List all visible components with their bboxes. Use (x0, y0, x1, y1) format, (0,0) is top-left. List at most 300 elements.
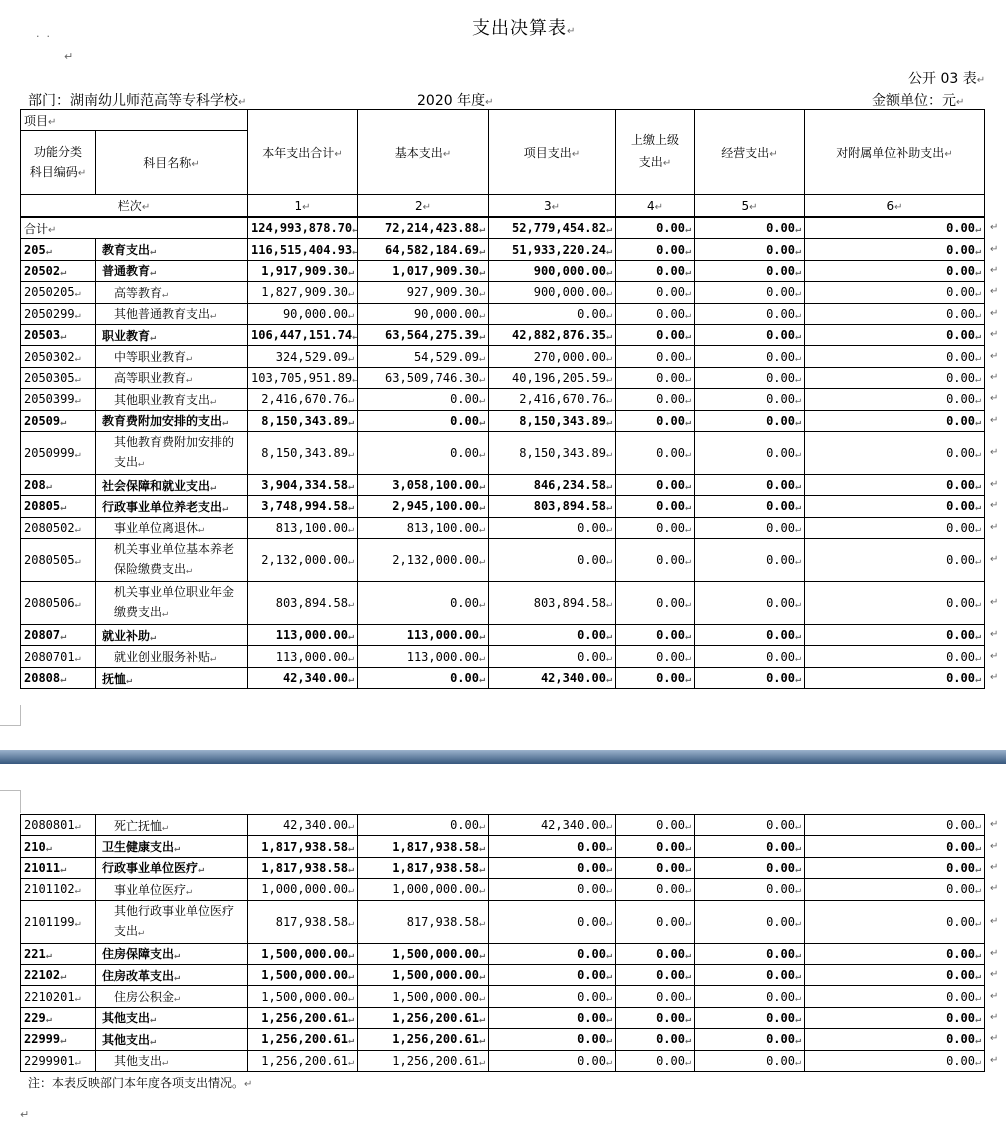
row-value: 0.00 ↵ (616, 836, 695, 857)
row-value: 0.00 ↵ (489, 836, 616, 857)
row-value: 3,748,994.58 ↵ (248, 496, 358, 517)
table-row (21, 964, 985, 985)
row-value: 0.00 ↵ (805, 282, 985, 303)
row-value: 113,000.00 ↵ (358, 625, 489, 646)
row-value: 0.00 ↵ (805, 646, 985, 667)
header-code: 功能分类科目编码 ↵ (21, 131, 96, 195)
row-name: 其他职业教育支出 ↵ (96, 389, 248, 410)
row-value: 8,150,343.89 ↵ (248, 431, 358, 474)
row-name: 普通教育 ↵ (96, 260, 248, 281)
paragraph-mark: ↵ (990, 371, 999, 383)
table-row (21, 389, 985, 410)
table-row (21, 815, 985, 836)
row-code: 2080502 ↵ (21, 517, 96, 538)
header-item: 项目 ↵ (21, 110, 248, 131)
row-code: 2050299 ↵ (21, 303, 96, 324)
total-row (21, 218, 985, 239)
row-value: 0.00 ↵ (805, 667, 985, 688)
row-value: 0.00 ↵ (805, 943, 985, 964)
paragraph-mark: ↵ (990, 990, 999, 1002)
row-value: 0.00 ↵ (805, 539, 985, 582)
row-value: 0.00 ↵ (805, 346, 985, 367)
row-value: 1,817,938.58 ↵ (358, 836, 489, 857)
row-code: 20503 ↵ (21, 324, 96, 345)
row-value: 0.00 ↵ (616, 964, 695, 985)
row-value: 106,447,151.74 ↵ (248, 324, 358, 345)
table-row (21, 900, 985, 943)
row-value: 42,340.00 ↵ (489, 667, 616, 688)
row-name: 事业单位医疗 ↵ (96, 879, 248, 900)
paragraph-mark: ↵ (990, 414, 999, 426)
paragraph-mark: ↵ (990, 650, 999, 662)
total-value: 0.00 ↵ (616, 218, 695, 239)
row-value: 0.00 ↵ (805, 625, 985, 646)
row-value: 54,529.09 ↵ (358, 346, 489, 367)
table-body-page1 (20, 217, 985, 689)
row-value: 0.00 ↵ (805, 857, 985, 878)
row-value: 0.00 ↵ (358, 410, 489, 431)
paragraph-mark: ↵ (990, 1033, 999, 1045)
row-value: 1,000,000.00 ↵ (248, 879, 358, 900)
page-separator (0, 750, 1006, 764)
row-code: 22999 ↵ (21, 1029, 96, 1050)
row-value: 0.00 ↵ (695, 324, 805, 345)
row-value: 0.00 ↵ (695, 303, 805, 324)
paragraph-mark: ↵ (990, 264, 999, 276)
row-value: 90,000.00 ↵ (248, 303, 358, 324)
row-value: 1,500,000.00 ↵ (248, 964, 358, 985)
row-value: 0.00 ↵ (805, 964, 985, 985)
row-value: 2,416,670.76 ↵ (248, 389, 358, 410)
header-upper: 上缴上级支出 ↵ (616, 110, 695, 195)
row-value: 0.00 ↵ (695, 986, 805, 1007)
row-value: 0.00 ↵ (805, 239, 985, 260)
row-value: 42,340.00 ↵ (248, 667, 358, 688)
row-value: 90,000.00 ↵ (358, 303, 489, 324)
row-value: 0.00 ↵ (695, 346, 805, 367)
table-row (21, 879, 985, 900)
row-value: 0.00 ↵ (616, 324, 695, 345)
paragraph-mark: ↵ (990, 1054, 999, 1066)
row-value: 1,256,200.61 ↵ (358, 1007, 489, 1028)
row-value: 1,500,000.00 ↵ (358, 964, 489, 985)
row-value: 0.00 ↵ (695, 1029, 805, 1050)
row-code: 2080506 ↵ (21, 582, 96, 625)
row-value: 0.00 ↵ (695, 857, 805, 878)
row-value: 0.00 ↵ (358, 815, 489, 836)
row-code: 229 ↵ (21, 1007, 96, 1028)
row-value: 0.00 ↵ (616, 986, 695, 1007)
row-name: 教育费附加安排的支出 ↵ (96, 410, 248, 431)
row-name: 其他支出 ↵ (96, 1007, 248, 1028)
col-num: 2 ↵ (358, 195, 489, 217)
row-value: 0.00 ↵ (489, 625, 616, 646)
row-name: 行政事业单位养老支出 ↵ (96, 496, 248, 517)
row-name: 住房改革支出 ↵ (96, 964, 248, 985)
table-row (21, 625, 985, 646)
row-value: 0.00 ↵ (489, 539, 616, 582)
total-label: 合计 ↵ (21, 218, 248, 239)
total-value: 124,993,878.70 ↵ (248, 218, 358, 239)
row-value: 0.00 ↵ (616, 303, 695, 324)
row-code: 20808 ↵ (21, 667, 96, 688)
row-value: 0.00 ↵ (695, 625, 805, 646)
row-value: 813,100.00 ↵ (248, 517, 358, 538)
row-value: 803,894.58 ↵ (489, 496, 616, 517)
row-value: 270,000.00 ↵ (489, 346, 616, 367)
row-code: 20805 ↵ (21, 496, 96, 517)
row-value: 0.00 ↵ (695, 389, 805, 410)
paragraph-mark: ↵ (990, 1011, 999, 1023)
currency-unit: 金额单位：元 ↵ (872, 90, 964, 110)
row-code: 20509 ↵ (21, 410, 96, 431)
row-value: 900,000.00 ↵ (489, 260, 616, 281)
row-value: 0.00 ↵ (695, 582, 805, 625)
row-value: 0.00 ↵ (805, 815, 985, 836)
row-value: 1,000,000.00 ↵ (358, 879, 489, 900)
row-value: 8,150,343.89 ↵ (248, 410, 358, 431)
row-value: 0.00 ↵ (695, 282, 805, 303)
row-value: 0.00 ↵ (805, 260, 985, 281)
col-num: 6 ↵ (805, 195, 985, 217)
row-value: 0.00 ↵ (489, 1007, 616, 1028)
row-value: 0.00 ↵ (805, 389, 985, 410)
row-value: 3,904,334.58 ↵ (248, 474, 358, 495)
row-code: 2050305 ↵ (21, 367, 96, 388)
paragraph-mark: ↵ (990, 307, 999, 319)
row-value: 0.00 ↵ (616, 260, 695, 281)
paragraph-mark: ↵ (990, 672, 999, 684)
row-value: 0.00 ↵ (805, 496, 985, 517)
paragraph-mark: ↵ (990, 969, 999, 981)
page-title: 支出决算表 ↵ (472, 14, 576, 40)
row-value: 0.00 ↵ (695, 815, 805, 836)
row-name: 就业补助 ↵ (96, 625, 248, 646)
row-value: 113,000.00 ↵ (248, 646, 358, 667)
row-value: 1,256,200.61 ↵ (248, 1029, 358, 1050)
row-code: 2050999 ↵ (21, 431, 96, 474)
row-value: 1,500,000.00 ↵ (358, 986, 489, 1007)
row-code: 205 ↵ (21, 239, 96, 260)
paragraph-mark: ↵ (990, 446, 999, 458)
table-row (21, 324, 985, 345)
row-value: 0.00 ↵ (489, 986, 616, 1007)
row-value: 0.00 ↵ (695, 539, 805, 582)
row-value: 0.00 ↵ (695, 879, 805, 900)
table-header (20, 109, 985, 217)
row-value: 0.00 ↵ (616, 474, 695, 495)
row-value: 0.00 ↵ (616, 539, 695, 582)
paragraph-mark: ↵ (990, 393, 999, 405)
table-body-page2 (20, 814, 985, 1072)
row-value: 0.00 ↵ (616, 943, 695, 964)
row-name: 职业教育 ↵ (96, 324, 248, 345)
row-value: 0.00 ↵ (695, 646, 805, 667)
page-corner-mark (0, 705, 21, 726)
paragraph-mark: ↵ (990, 947, 999, 959)
row-value: 0.00 ↵ (616, 389, 695, 410)
row-value: 0.00 ↵ (695, 431, 805, 474)
row-value: 1,500,000.00 ↵ (358, 943, 489, 964)
row-name: 住房保障支出 ↵ (96, 943, 248, 964)
row-code: 2210201 ↵ (21, 986, 96, 1007)
paragraph-marks: ↵ (20, 1108, 30, 1121)
row-value: 0.00 ↵ (695, 367, 805, 388)
row-value: 0.00 ↵ (489, 646, 616, 667)
row-value: 0.00 ↵ (695, 496, 805, 517)
row-value: 0.00 ↵ (616, 625, 695, 646)
row-value: 0.00 ↵ (805, 1050, 985, 1071)
row-value: 0.00 ↵ (616, 900, 695, 943)
row-value: 0.00 ↵ (616, 1050, 695, 1071)
fiscal-year: 2020 年度 ↵ (417, 90, 493, 110)
row-code: 208 ↵ (21, 474, 96, 495)
paragraph-mark: ↵ (990, 883, 999, 895)
row-value: 0.00 ↵ (489, 303, 616, 324)
row-value: 2,945,100.00 ↵ (358, 496, 489, 517)
table-row (21, 303, 985, 324)
row-code: 21011 ↵ (21, 857, 96, 878)
header-subsidy: 对附属单位补助支出 ↵ (805, 110, 985, 195)
row-value: 0.00 ↵ (616, 517, 695, 538)
row-value: 0.00 ↵ (616, 1029, 695, 1050)
row-value: 0.00 ↵ (695, 239, 805, 260)
row-code: 22102 ↵ (21, 964, 96, 985)
paragraph-mark: ↵ (990, 861, 999, 873)
row-value: 1,817,938.58 ↵ (248, 857, 358, 878)
row-value: 103,705,951.89 ↵ (248, 367, 358, 388)
row-value: 116,515,404.93 ↵ (248, 239, 358, 260)
row-value: 42,882,876.35 ↵ (489, 324, 616, 345)
row-value: 0.00 ↵ (616, 879, 695, 900)
row-value: 0.00 ↵ (616, 496, 695, 517)
row-value: 803,894.58 ↵ (489, 582, 616, 625)
row-value: 1,256,200.61 ↵ (358, 1050, 489, 1071)
row-value: 0.00 ↵ (489, 1050, 616, 1071)
row-value: 51,933,220.24 ↵ (489, 239, 616, 260)
row-name: 其他教育费附加安排的支出 ↵ (96, 431, 248, 474)
table-row (21, 539, 985, 582)
row-value: 0.00 ↵ (695, 1007, 805, 1028)
row-code: 2080701 ↵ (21, 646, 96, 667)
row-name: 机关事业单位职业年金缴费支出 ↵ (96, 582, 248, 625)
row-value: 324,529.09 ↵ (248, 346, 358, 367)
paragraph-marks: ↵ (64, 50, 74, 63)
table-row (21, 1007, 985, 1028)
row-value: 2,416,670.76 ↵ (489, 389, 616, 410)
row-value: 2,132,000.00 ↵ (248, 539, 358, 582)
row-value: 0.00 ↵ (805, 303, 985, 324)
header-subject: 科目名称 ↵ (96, 131, 248, 195)
row-value: 0.00 ↵ (616, 239, 695, 260)
row-code: 2101102 ↵ (21, 879, 96, 900)
row-value: 42,340.00 ↵ (248, 815, 358, 836)
row-value: 0.00 ↵ (805, 986, 985, 1007)
row-value: 1,827,909.30 ↵ (248, 282, 358, 303)
row-value: 1,817,938.58 ↵ (358, 857, 489, 878)
row-name: 行政事业单位医疗 ↵ (96, 857, 248, 878)
row-name: 住房公积金 ↵ (96, 986, 248, 1007)
row-value: 0.00 ↵ (805, 367, 985, 388)
paragraph-mark: ↵ (990, 243, 999, 255)
row-value: 0.00 ↵ (805, 836, 985, 857)
row-value: 1,256,200.61 ↵ (248, 1050, 358, 1071)
paragraph-mark: ↵ (990, 819, 999, 831)
table-row (21, 260, 985, 281)
row-name: 其他普通教育支出 ↵ (96, 303, 248, 324)
row-value: 0.00 ↵ (616, 857, 695, 878)
page-corner-mark (0, 790, 21, 813)
row-name: 中等职业教育 ↵ (96, 346, 248, 367)
row-name: 事业单位离退休 ↵ (96, 517, 248, 538)
table-row (21, 496, 985, 517)
row-value: 817,938.58 ↵ (248, 900, 358, 943)
row-value: 2,132,000.00 ↵ (358, 539, 489, 582)
row-value: 803,894.58 ↵ (248, 582, 358, 625)
table-row (21, 667, 985, 688)
row-value: 0.00 ↵ (805, 582, 985, 625)
row-code: 20807 ↵ (21, 625, 96, 646)
row-value: 0.00 ↵ (805, 900, 985, 943)
row-name: 机关事业单位基本养老保险缴费支出 ↵ (96, 539, 248, 582)
row-value: 3,058,100.00 ↵ (358, 474, 489, 495)
paragraph-mark: ↵ (990, 350, 999, 362)
header-total: 本年支出合计 ↵ (248, 110, 358, 195)
row-value: 0.00 ↵ (805, 410, 985, 431)
row-value: 0.00 ↵ (695, 964, 805, 985)
total-value: 52,779,454.82 ↵ (489, 218, 616, 239)
row-value: 0.00 ↵ (695, 474, 805, 495)
row-value: 1,500,000.00 ↵ (248, 943, 358, 964)
row-value: 0.00 ↵ (695, 943, 805, 964)
row-value: 0.00 ↵ (358, 389, 489, 410)
paragraph-marks: · · (36, 30, 50, 43)
row-value: 8,150,343.89 ↵ (489, 410, 616, 431)
row-name: 教育支出 ↵ (96, 239, 248, 260)
row-name: 高等教育 ↵ (96, 282, 248, 303)
paragraph-mark: ↵ (990, 840, 999, 852)
row-code: 2101199 ↵ (21, 900, 96, 943)
row-code: 2050205 ↵ (21, 282, 96, 303)
row-value: 113,000.00 ↵ (248, 625, 358, 646)
row-value: 63,564,275.39 ↵ (358, 324, 489, 345)
table-row (21, 646, 985, 667)
row-value: 0.00 ↵ (805, 1007, 985, 1028)
footnote: 注：本表反映部门本年度各项支出情况。 ↵ (28, 1074, 252, 1091)
row-value: 0.00 ↵ (616, 582, 695, 625)
row-name: 其他行政事业单位医疗支出 ↵ (96, 900, 248, 943)
row-value: 0.00 ↵ (616, 815, 695, 836)
row-code: 20502 ↵ (21, 260, 96, 281)
row-value: 813,100.00 ↵ (358, 517, 489, 538)
header-project: 项目支出 ↵ (489, 110, 616, 195)
row-value: 0.00 ↵ (805, 517, 985, 538)
row-name: 就业创业服务补贴 ↵ (96, 646, 248, 667)
header-operating: 经营支出 ↵ (695, 110, 805, 195)
row-value: 42,340.00 ↵ (489, 815, 616, 836)
col-num: 4 ↵ (616, 195, 695, 217)
row-name: 其他支出 ↵ (96, 1050, 248, 1071)
row-value: 64,582,184.69 ↵ (358, 239, 489, 260)
row-name: 高等职业教育 ↵ (96, 367, 248, 388)
paragraph-mark: ↵ (990, 479, 999, 491)
table-row (21, 582, 985, 625)
row-value: 900,000.00 ↵ (489, 282, 616, 303)
row-name: 卫生健康支出 ↵ (96, 836, 248, 857)
row-value: 0.00 ↵ (695, 517, 805, 538)
table-number: 公开 03 表 ↵ (908, 68, 985, 88)
department-label: 部门：湖南幼儿师范高等专科学校 ↵ (28, 90, 246, 110)
row-value: 0.00 ↵ (805, 431, 985, 474)
table-row (21, 282, 985, 303)
row-value: 0.00 ↵ (489, 964, 616, 985)
row-value: 0.00 ↵ (805, 324, 985, 345)
row-value: 0.00 ↵ (489, 943, 616, 964)
row-value: 0.00 ↵ (805, 879, 985, 900)
row-value: 1,256,200.61 ↵ (358, 1029, 489, 1050)
row-value: 0.00 ↵ (489, 879, 616, 900)
table-row (21, 986, 985, 1007)
col-num: 1 ↵ (248, 195, 358, 217)
paragraph-mark: ↵ (990, 629, 999, 641)
row-value: 1,817,938.58 ↵ (248, 836, 358, 857)
row-value: 0.00 ↵ (805, 474, 985, 495)
total-value: 0.00 ↵ (805, 218, 985, 239)
row-value: 0.00 ↵ (489, 900, 616, 943)
row-name: 其他支出 ↵ (96, 1029, 248, 1050)
row-code: 2050399 ↵ (21, 389, 96, 410)
table-row (21, 367, 985, 388)
paragraph-mark: ↵ (990, 915, 999, 927)
col-num: 5 ↵ (695, 195, 805, 217)
row-code: 2050302 ↵ (21, 346, 96, 367)
table-row (21, 857, 985, 878)
row-value: 0.00 ↵ (358, 582, 489, 625)
row-value: 0.00 ↵ (616, 431, 695, 474)
paragraph-mark: ↵ (990, 597, 999, 609)
row-value: 63,509,746.30 ↵ (358, 367, 489, 388)
paragraph-mark: ↵ (990, 329, 999, 341)
row-code: 2080505 ↵ (21, 539, 96, 582)
row-value: 1,256,200.61 ↵ (248, 1007, 358, 1028)
row-value: 0.00 ↵ (695, 900, 805, 943)
row-value: 0.00 ↵ (616, 346, 695, 367)
row-code: 2299901 ↵ (21, 1050, 96, 1071)
table-row (21, 239, 985, 260)
row-value: 0.00 ↵ (616, 667, 695, 688)
table-row (21, 1050, 985, 1071)
paragraph-mark: ↵ (990, 521, 999, 533)
total-value: 0.00 ↵ (695, 218, 805, 239)
table-row (21, 410, 985, 431)
row-value: 0.00 ↵ (616, 1007, 695, 1028)
row-code: 2080801 ↵ (21, 815, 96, 836)
row-value: 927,909.30 ↵ (358, 282, 489, 303)
table-row (21, 517, 985, 538)
row-value: 0.00 ↵ (358, 667, 489, 688)
row-value: 0.00 ↵ (805, 1029, 985, 1050)
row-name: 社会保障和就业支出 ↵ (96, 474, 248, 495)
row-value: 0.00 ↵ (616, 646, 695, 667)
row-value: 0.00 ↵ (358, 431, 489, 474)
table-row (21, 346, 985, 367)
row-value: 0.00 ↵ (616, 282, 695, 303)
header-row-label: 栏次 ↵ (21, 195, 248, 217)
total-value: 72,214,423.88 ↵ (358, 218, 489, 239)
row-value: 0.00 ↵ (695, 410, 805, 431)
row-value: 0.00 ↵ (695, 667, 805, 688)
paragraph-mark: ↵ (990, 554, 999, 566)
